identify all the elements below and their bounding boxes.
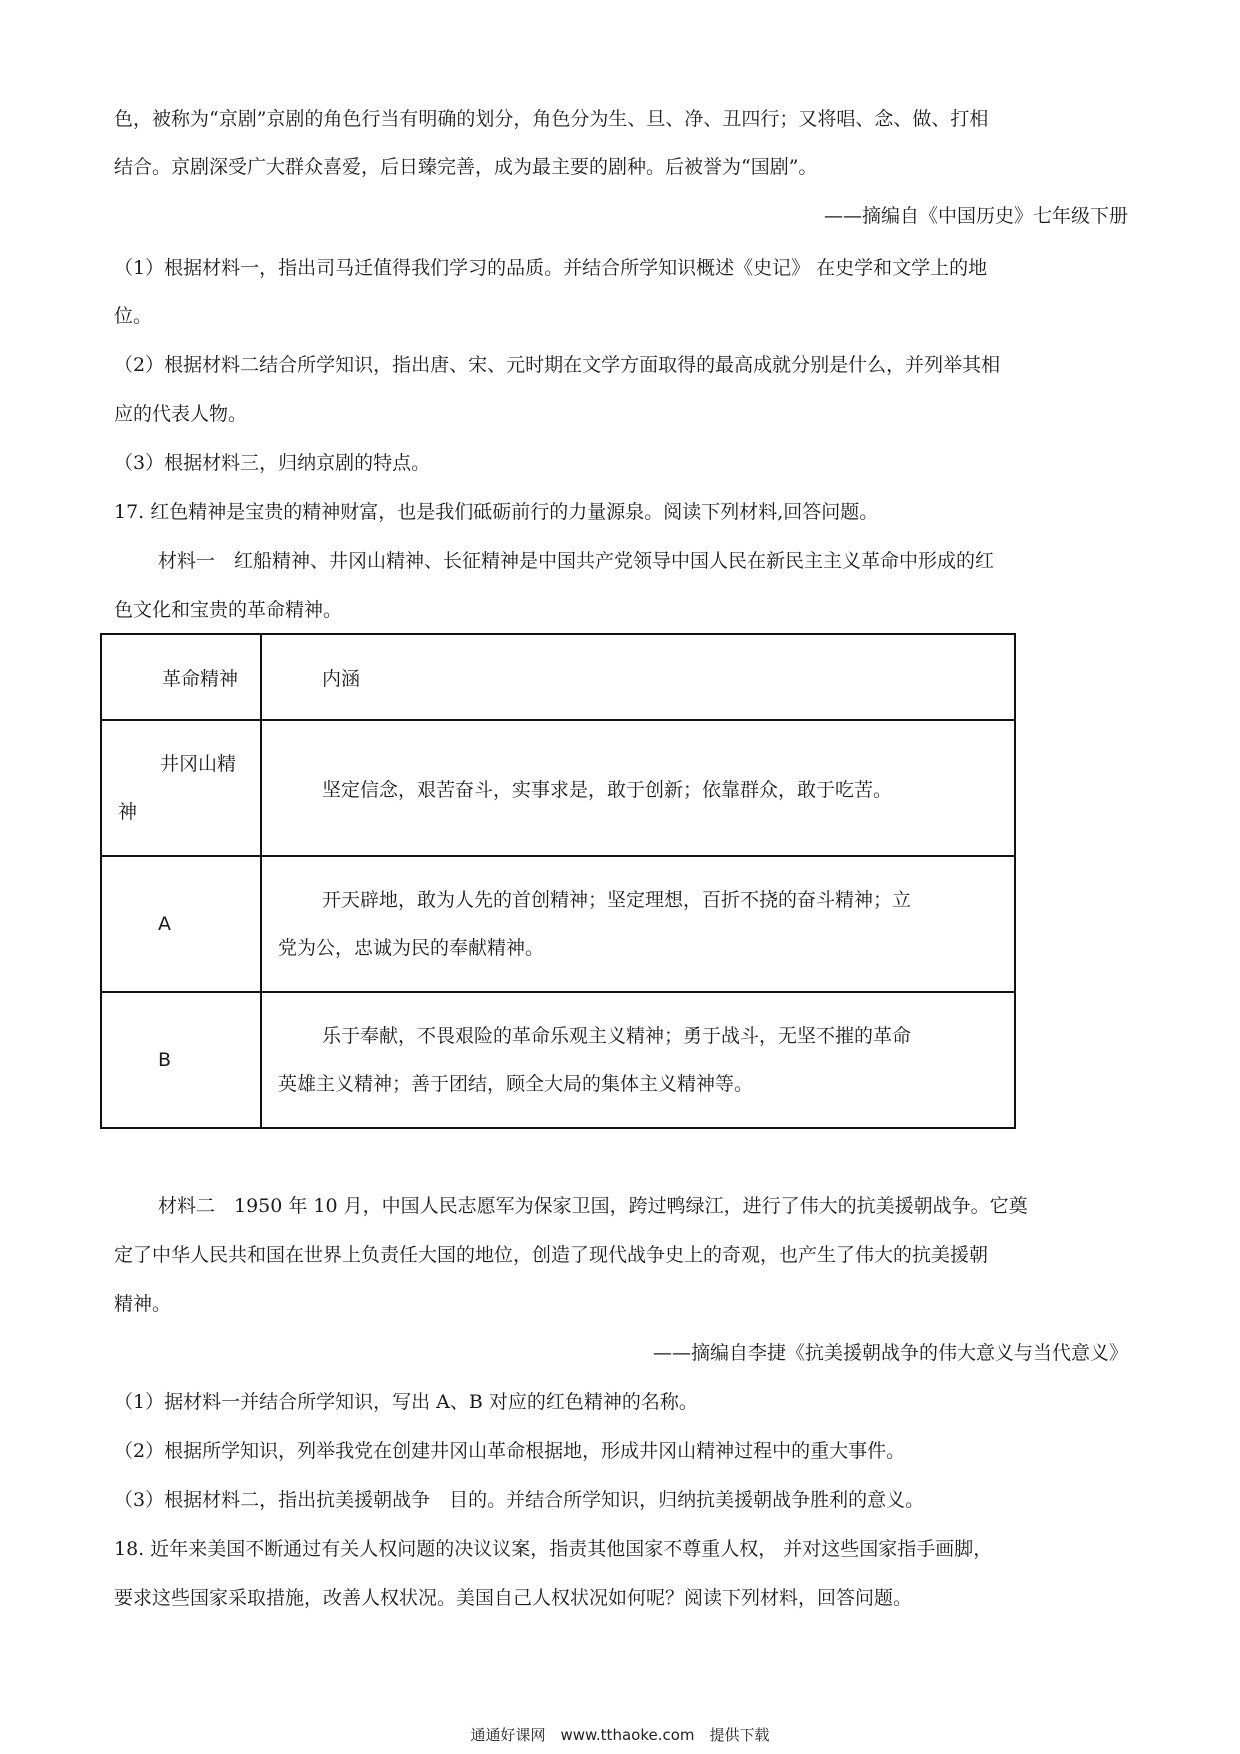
table-header-row [101, 634, 1015, 720]
q16-q2-line-2: 应的代表人物。 [114, 403, 248, 425]
q17-material-1-line-2: 色文化和宝贵的革命精神。 [114, 599, 343, 621]
q17-q3: （3）根据材料二，指出抗美援朝战争 目的。并结合所学知识，归纳抗美援朝战争胜利的意义。 [114, 1489, 925, 1511]
q16-q3: （3）根据材料三，归纳京剧的特点。 [114, 452, 431, 474]
header-cell-spirit: 革命精神 [101, 634, 261, 720]
revolutionary-spirit-table [100, 633, 1016, 1129]
header-cell-content: 内涵 [261, 634, 1015, 720]
q16-q1-line-2: 位。 [114, 305, 153, 327]
q17-source: ——摘编自李捷《抗美援朝战争的伟大意义与当代意义》 [652, 1342, 1128, 1364]
spirit-name-cell: A [101, 856, 261, 992]
q18-line-2: 要求这些国家采取措施，改善人权状况。美国自己人权状况如何呢？阅读下列材料，回答问题。 [114, 1587, 913, 1609]
intro-line-1: 色，被称为“京剧”京剧的角色行当有明确的划分，角色分为生、旦、净、丑四行；又将唱、念、做、打相 [114, 108, 989, 130]
q16-q1-line-1: （1）根据材料一，指出司马迁值得我们学习的品质。并结合所学知识概述《史记》 在史学和文学上的地 [114, 257, 988, 279]
q17-q2: （2）根据所学知识，列举我党在创建井冈山革命根据地，形成井冈山精神过程中的重大事件。 [114, 1440, 906, 1462]
q17-q1: （1）据材料一并结合所学知识，写出 A、B 对应的红色精神的名称。 [114, 1391, 698, 1413]
table-row [101, 856, 1015, 992]
intro-line-2: 结合。京剧深受广大群众喜爱，后日臻完善，成为最主要的剧种。后被誉为“国剧”。 [114, 156, 818, 178]
spirit-content-cell: 坚定信念，艰苦奋斗，实事求是，敢于创新；依靠群众，敢于吃苦。 [261, 720, 1015, 856]
q17-material-2-line-1: 材料二 1950 年 10 月，中国人民志愿军为保家卫国，跨过鸭绿江，进行了伟大的抗美援朝战争。它奠 [158, 1195, 1028, 1217]
table-row [101, 992, 1015, 1128]
q17-material-1-line-1: 材料一 红船精神、井冈山精神、长征精神是中国共产党领导中国人民在新民主主义革命中形成的红 [158, 550, 995, 572]
q17-stem: 17. 红色精神是宝贵的精神财富，也是我们砥砺前行的力量源泉。阅读下列材料,回答问题。 [114, 501, 879, 523]
q16-q2-line-1: （2）根据材料二结合所学知识，指出唐、宋、元时期在文学方面取得的最高成就分别是什么，并列举其相 [114, 354, 1001, 376]
spirit-content-cell: 乐于奉献，不畏艰险的革命乐观主义精神；勇于战斗，无坚不摧的革命 英雄主义精神；善于团结，顾全大局的集体主义精神等。 [261, 992, 1015, 1128]
spirit-content-cell: 开天辟地，敢为人先的首创精神；坚定理想，百折不挠的奋斗精神；立 党为公，忠诚为民的奉献精神。 [261, 856, 1015, 992]
intro-source: ——摘编自《中国历史》七年级下册 [823, 205, 1128, 227]
q18-line-1: 18. 近年来美国不断通过有关人权问题的决议议案，指责其他国家不尊重人权， 并对这些国家指手画脚， [114, 1538, 993, 1560]
table-row [101, 720, 1015, 856]
q17-material-2-line-2: 定了中华人民共和国在世界上负责任大国的地位，创造了现代战争史上的奇观，也产生了伟大的抗美援朝 [114, 1244, 989, 1266]
spirit-name-cell: 井冈山精 神 [101, 720, 261, 856]
q17-material-2-line-3: 精神。 [114, 1293, 172, 1315]
page-footer: 通通好课网 www.tthaoke.com 提供下载 [470, 1726, 770, 1744]
spirit-name-cell: B [101, 992, 261, 1128]
